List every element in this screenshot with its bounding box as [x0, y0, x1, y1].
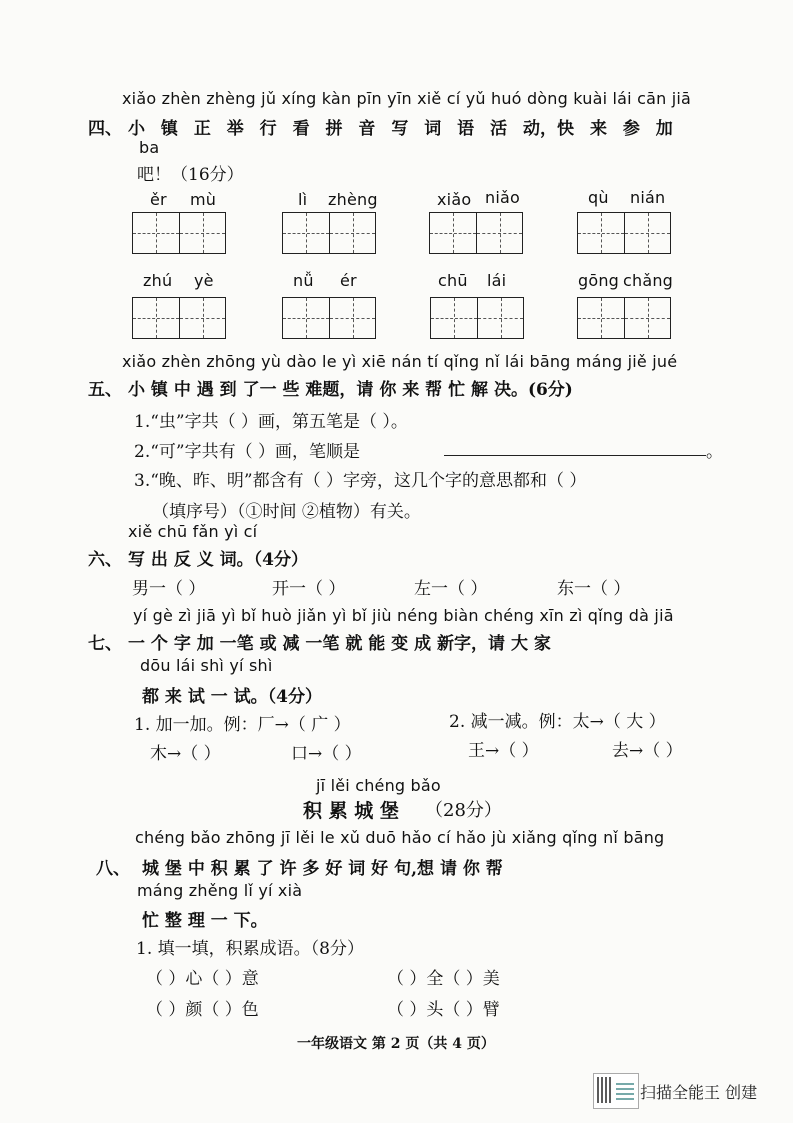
- q8-text2: 忙 整 理 一 下。: [142, 911, 268, 931]
- q4-pinyin: xiǎo zhèn zhèng jǔ xíng kàn pīn yīn xiě cí yǔ huó dòng kuài lái cān jiā: [122, 89, 692, 108]
- q4-word6-pinyin-a: nǚ: [293, 271, 314, 290]
- q4-word7-grid[interactable]: [430, 297, 524, 339]
- q5-item3-cont: （填序号）（①时间 ②植物）有关。: [152, 502, 421, 522]
- q7-row4: 去→（ ）: [612, 741, 683, 761]
- q4-word2-grid[interactable]: [282, 212, 376, 254]
- section-score: （28分）: [425, 800, 502, 821]
- q8-idiom1: （ ）心（ ）意: [146, 969, 259, 989]
- q6-pair4: 东一（ ）: [557, 579, 631, 599]
- q5-item1: 1.“虫”字共（ ）画，第五笔是（ ）。: [134, 412, 408, 432]
- section-title: 积 累 城 堡: [303, 800, 399, 822]
- q5-text: 小 镇 中 遇 到 了一 些 难题，请 你 来 帮 忙 解 决。(6分): [128, 380, 573, 400]
- q8-sub1: 1. 填一填，积累成语。（8分）: [136, 939, 364, 959]
- q7-sub2: 2. 减一减。例：太→（ 大 ）: [449, 712, 666, 732]
- q5-item2: 2.“可”字共有（ ）画，笔顺是: [134, 442, 361, 462]
- camscanner-logo-icon: [593, 1073, 639, 1109]
- q7-row3: 王→（ ）: [468, 741, 539, 761]
- q7-pinyin: yí gè zì jiā yì bǐ huò jiǎn yì bǐ jiù néng biàn chéng xīn zì qǐng dà jiā: [133, 606, 674, 625]
- q5-item3: 3.“晚、昨、明”都含有（ ）字旁，这几个字的意思都和（ ）: [134, 471, 587, 491]
- q7-number: 七、: [88, 634, 122, 654]
- q6-pair3: 左一（ ）: [414, 579, 488, 599]
- q5-number: 五、: [88, 380, 122, 400]
- q4-word3-pinyin-a: xiǎo: [437, 190, 472, 209]
- q4-word4-grid[interactable]: [577, 212, 671, 254]
- q8-idiom3: （ ）颜（ ）色: [146, 1000, 259, 1020]
- q4-word8-pinyin-a: gōng: [578, 271, 620, 290]
- q6-pair1: 男一（ ）: [132, 579, 206, 599]
- q7-row2: 口→（ ）: [291, 744, 362, 764]
- q4-word8-pinyin-b: chǎng: [623, 271, 674, 290]
- q6-number: 六、: [88, 550, 122, 570]
- q6-pair2: 开一（ ）: [272, 579, 346, 599]
- q4-word8-grid[interactable]: [577, 297, 671, 339]
- scanner-watermark: 扫描全能王 创建: [640, 1083, 758, 1102]
- q4-word3-pinyin-b: niǎo: [485, 188, 520, 207]
- q4-word7-pinyin-b: lái: [487, 271, 507, 290]
- q4-word7-pinyin-a: chū: [438, 271, 468, 290]
- q4-word2-pinyin-b: zhèng: [328, 190, 378, 209]
- page-footer: 一年级语文 第 2 页（共 4 页）: [297, 1036, 495, 1052]
- q7-text: 一 个 字 加 一笔 或 减 一笔 就 能 变 成 新字，请 大 家: [128, 634, 551, 654]
- q5-item2-end: 。: [706, 442, 723, 462]
- q4-word6-grid[interactable]: [282, 297, 376, 339]
- q4-word5-pinyin-b: yè: [194, 271, 214, 290]
- q7-pinyin2: dōu lái shì yí shì: [140, 656, 273, 675]
- q5-pinyin: xiǎo zhèn zhōng yù dào le yì xiē nán tí qǐng nǐ lái bāng máng jiě jué: [122, 352, 678, 371]
- q4-word1-pinyin-b: mù: [190, 190, 217, 209]
- q7-sub1: 1. 加一加。例：厂→（ 广 ）: [134, 715, 351, 735]
- q4-text: 小 镇 正 举 行 看 拼 音 写 词 语 活 动，快 来 参 加: [128, 119, 673, 139]
- q4-word3-grid[interactable]: [429, 212, 523, 254]
- q7-row1: 木→（ ）: [150, 744, 221, 764]
- q7-text2: 都 来 试 一 试。（4分）: [142, 687, 323, 707]
- q4-number: 四、: [88, 119, 122, 139]
- q4-word4-pinyin-a: qù: [588, 188, 609, 207]
- q8-pinyin: chéng bǎo zhōng jī lěi le xǔ duō hǎo cí hǎo jù xiǎng qǐng nǐ bāng: [135, 828, 665, 847]
- q8-text: 城 堡 中 积 累 了 许 多 好 词 好 句,想 请 你 帮: [142, 859, 503, 879]
- q8-number: 八、: [96, 859, 130, 879]
- q4-pinyin2: ba: [139, 138, 160, 157]
- q8-idiom4: （ ）头（ ）臂: [387, 1000, 500, 1020]
- q6-pinyin: xiě chū fǎn yì cí: [128, 522, 258, 541]
- q8-idiom2: （ ）全（ ）美: [387, 969, 500, 989]
- q4-word4-pinyin-b: nián: [630, 188, 666, 207]
- q5-stroke-order-line[interactable]: [444, 455, 706, 456]
- q4-word6-pinyin-b: ér: [340, 271, 357, 290]
- q4-text2: 吧！（16分）: [137, 165, 244, 185]
- q4-word1-grid[interactable]: [132, 212, 226, 254]
- q4-word5-grid[interactable]: [132, 297, 226, 339]
- q8-pinyin2: máng zhěng lǐ yí xià: [137, 881, 303, 900]
- section-pinyin: jī lěi chéng bǎo: [316, 776, 441, 795]
- q4-word5-pinyin-a: zhú: [143, 271, 173, 290]
- q4-word1-pinyin-a: ěr: [150, 190, 167, 209]
- q4-word2-pinyin-a: lì: [298, 190, 308, 209]
- q6-text: 写 出 反 义 词。（4分）: [128, 550, 309, 570]
